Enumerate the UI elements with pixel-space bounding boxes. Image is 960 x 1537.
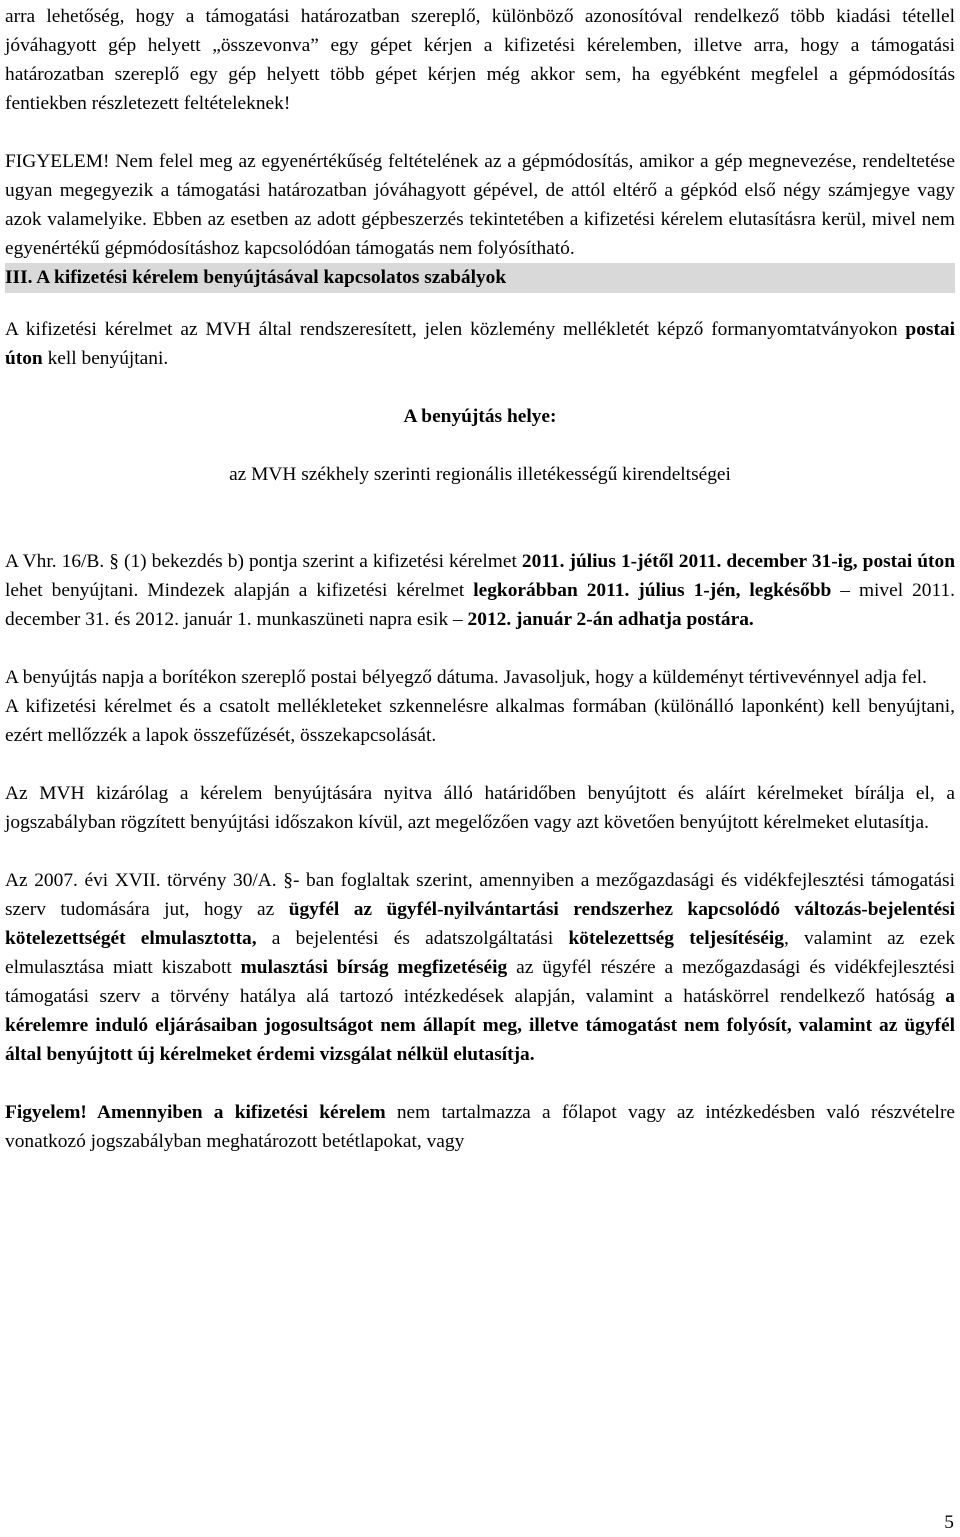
- text-span: a bejelentési és adatszolgáltatási: [256, 928, 569, 949]
- bold-span: Figyelem! Amennyiben a kifizetési kérelem: [5, 1102, 386, 1123]
- text-span: kell benyújtani.: [42, 348, 169, 369]
- bold-span: a kérelemre induló eljárásaiban jogosultságot nem állapít meg, illetve támogatást nem folyósít, valamint az ügyfél által benyújtott új kérelmeket érdemi vizsgálat nélkül elutasítja.: [5, 986, 955, 1065]
- paragraph-gep-osszevonas: arra lehetőség, hogy a támogatási határozatban szereplő, különböző azonosítóval rendelkező több kiadási tétellel jóváhagyott gép helyett „összevonva” egy gépet kérjen a kifizetési kérelemben, illetve arra, hogy a támogatási határozatban szereplő egy gép helyett több gépet kérjen még akkor sem, ha egyébként megfelel a gépmódosítás fentiekben részletezett feltételeknek!: [5, 6, 955, 114]
- bold-span: mulasztási bírság megfizetéséig: [240, 957, 508, 978]
- document-page: [5, 0, 955, 1156]
- text-span: az ügyfél részére a mezőgazdasági és vidékfejlesztési támogatási szerv a törvény hatálya alá tartozó intézkedések alapján, valamint a hatáskörrel rendelkező hatóság: [5, 957, 955, 1007]
- text-span: lehet benyújtani. Mindezek alapján a kifizetési kérelmet: [5, 580, 474, 601]
- text-span: , valamint az ezek elmulasztása miatt kiszabott: [5, 928, 956, 978]
- paragraph-torveny-30a: [5, 866, 955, 1069]
- paragraph-szkenneles: A kifizetési kérelmet és a csatolt mellékleteket szkennelésre alkalmas formában (különálló laponként) kell benyújtani, ezért mellőzzék a lapok összefűzését, összekapcsolását.: [5, 696, 955, 746]
- section-heading-iii: III. A kifizetési kérelem benyújtásával kapcsolatos szabályok: [5, 263, 955, 293]
- text-span: Az 2007. évi XVII. törvény 30/A. §- ban foglaltak szerint, amennyiben a mezőgazdasági és vidékfejlesztési támogatási szerv tudomására jut, hogy az: [5, 870, 955, 920]
- bold-span: postai úton: [5, 319, 955, 369]
- bold-span: 2011. július 1-jétől 2011. december 31-ig, postai úton: [521, 551, 955, 572]
- benyujtas-helye-text: az MVH székhely szerinti regionális illetékességű kirendeltségei: [229, 464, 731, 485]
- page-number: 5: [944, 1512, 954, 1533]
- bold-span: kötelezettség teljesítéséig: [568, 928, 784, 949]
- bold-span: ügyfél az ügyfél-nyilvántartási rendszerhez kapcsolódó változás-bejelentési kötelezettségét elmulasztotta,: [5, 899, 955, 949]
- paragraph-figyelem-egyenertekuseg: FIGYELEM! Nem felel meg az egyenértékűség feltételének az a gépmódosítás, amikor a gép megnevezése, rendeltetése ugyan megegyezik a támogatási határozatban jóváhagyott gépével, de attól eltérő a gépkód első négy számjegye vagy azok valamelyike. Ebben az esetben az adott gépbeszerzés tekintetében a kifizetési kérelem elutasításra kerül, mivel nem egyenértékű gépmódosításhoz kapcsolódóan támogatás nem folyósítható.: [5, 151, 955, 259]
- text-span: – mivel 2011. december 31. és 2012. január 1. munkaszüneti napra esik –: [5, 580, 955, 630]
- paragraph-elbiralas: Az MVH kizárólag a kérelem benyújtására nyitva álló határidőben benyújtott és aláírt kérelmeket bírálja el, a jogszabályban rögzített benyújtási időszakon kívül, azt megelőzően vagy azt követően benyújtott kérelmeket elutasítja.: [5, 783, 955, 833]
- bold-span: 2012. január 2-án adhatja postára.: [467, 609, 754, 630]
- text-span: nem tartalmazza a főlapot vagy az intézkedésben való részvételre vonatkozó jogszabályban meghatározott betétlapokat, vagy: [5, 1102, 956, 1152]
- text-span: A Vhr. 16/B. § (1) bekezdés b) pontja szerint a kifizetési kérelmet: [5, 551, 522, 572]
- bold-span: legkorábban 2011. július 1-jén, legkésőbb: [473, 580, 832, 601]
- paragraph-benyujtas-napja: A benyújtás napja a borítékon szereplő postai bélyegző dátuma. Javasoljuk, hogy a küldeményt tértivevénnyel adja fel.: [5, 667, 927, 688]
- paragraph-figyelem-fovlap: [5, 1098, 955, 1156]
- paragraph-benyujtas-modja: [5, 315, 955, 373]
- paragraph-hatarido: [5, 547, 955, 634]
- benyujtas-helye-title: A benyújtás helye:: [403, 406, 557, 427]
- text-span: A kifizetési kérelmet az MVH által rendszeresített, jelen közlemény mellékletét képző formanyomtatványokon: [5, 319, 906, 340]
